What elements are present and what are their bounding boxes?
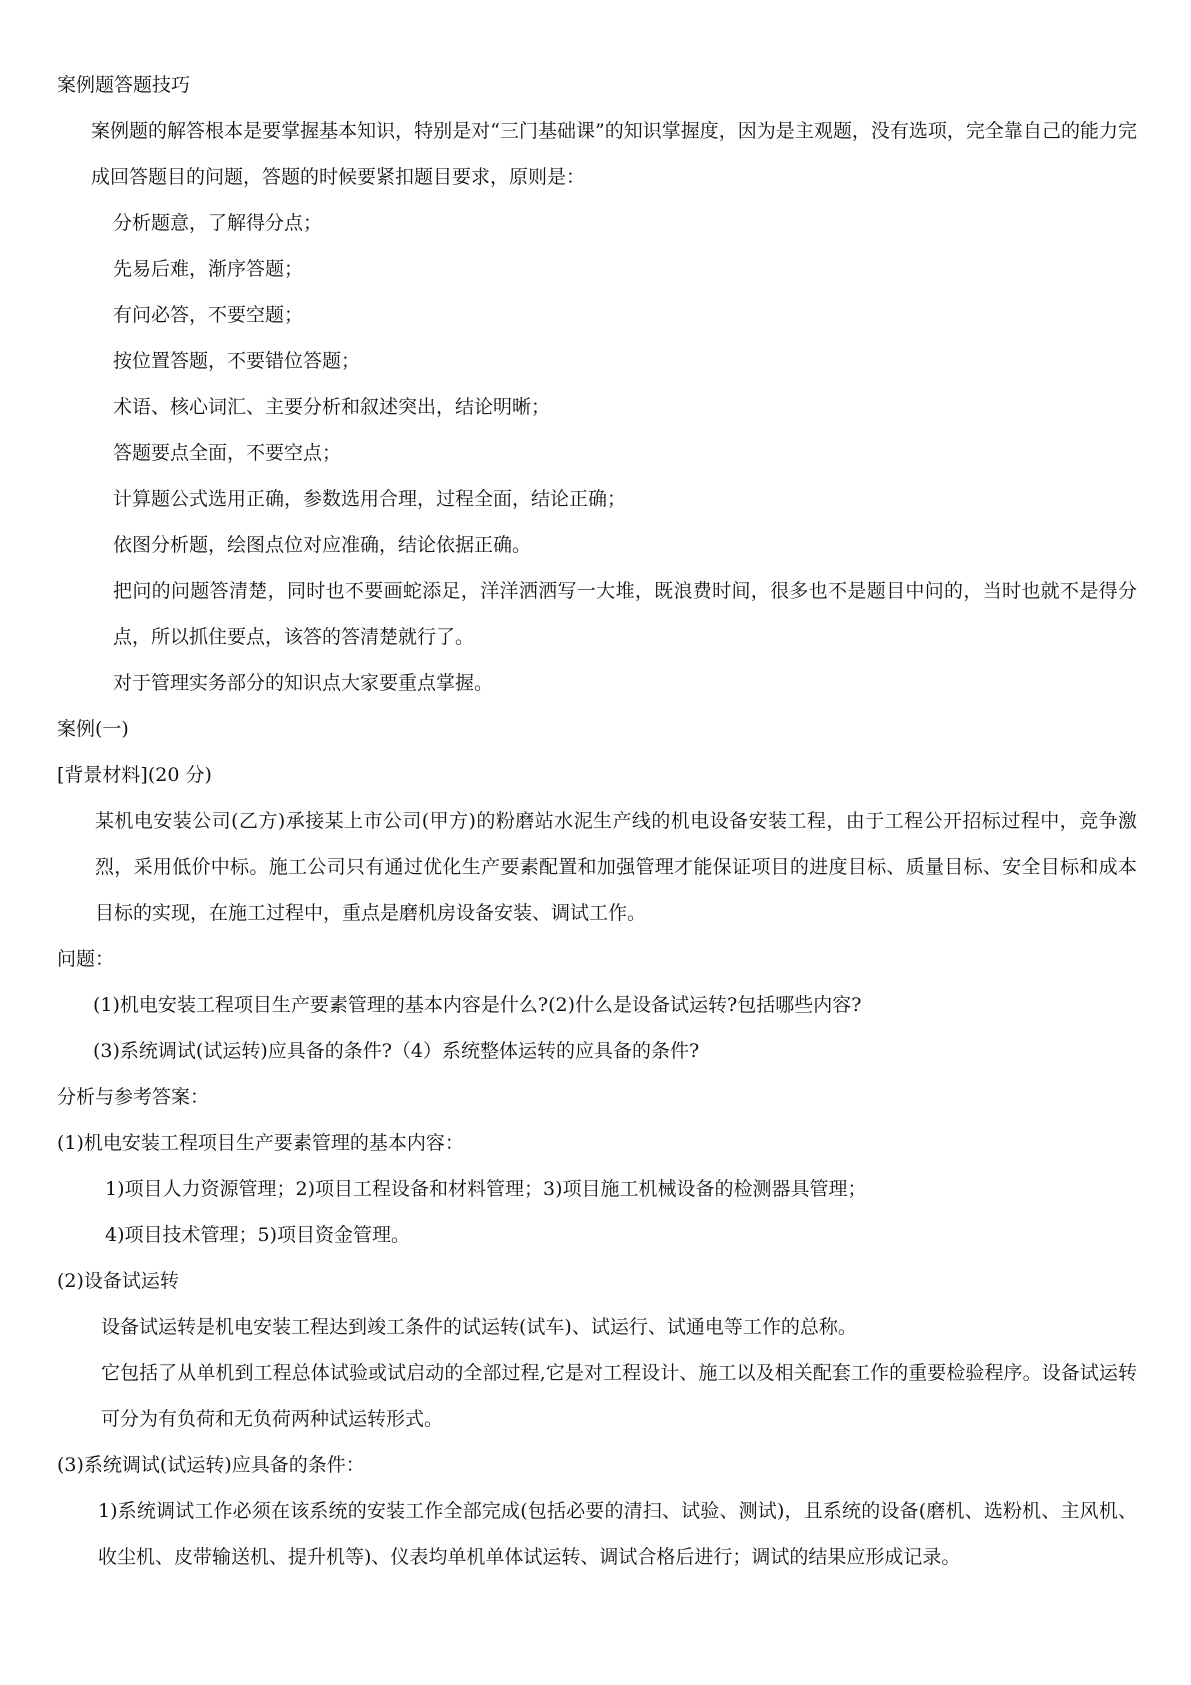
doc-title: 案例题答题技巧 — [57, 74, 191, 96]
answer-1-heading: (1)机电安装工程项目生产要素管理的基本内容： — [57, 1132, 464, 1154]
case1-heading: 案例(一) — [57, 718, 129, 740]
answer-3-heading: (3)系统调试(试运转)应具备的条件： — [57, 1454, 365, 1476]
answer-2-line-1: 设备试运转是机电安装工程达到竣工条件的试运转(试车)、试运行、试通电等工作的总称。 — [101, 1316, 857, 1338]
principle-3: 有问必答，不要空题； — [113, 304, 304, 326]
principle-5: 术语、核心词汇、主要分析和叙述突出，结论明晰； — [113, 396, 551, 418]
focus-line: 对于管理实务部分的知识点大家要重点掌握。 — [113, 672, 494, 694]
advice-paragraph: 把问的问题答清楚，同时也不要画蛇添足，洋洋洒洒写一大堆，既浪费时间，很多也不是题目中问的，当时也就不是得分点，所以抓住要点，该答的答清楚就行了。 — [113, 580, 1137, 648]
case1-background-label: [背景材料](20 分) — [57, 764, 212, 786]
case1-background: 某机电安装公司(乙方)承接某上市公司(甲方)的粉磨站水泥生产线的机电设备安装工程，由于工程公开招标过程中，竞争激烈，采用低价中标。施工公司只有通过优化生产要素配置和加强管理才能保证项目的进度目标、质量目标、安全目标和成本目标的实现，在施工过程中，重点是磨机房设备安装、调试工作。 — [95, 810, 1137, 924]
case1-question-line-1: (1)机电安装工程项目生产要素管理的基本内容是什么?(2)什么是设备试运转?包括哪些内容? — [93, 994, 862, 1016]
intro-paragraph: 案例题的解答根本是要掌握基本知识，特别是对“三门基础课”的知识掌握度，因为是主观题，没有选项，完全靠自己的能力完成回答题目的问题，答题的时候要紧扣题目要求，原则是： — [91, 120, 1137, 188]
principle-4: 按位置答题，不要错位答题； — [113, 350, 361, 372]
principle-2: 先易后难，渐序答题； — [113, 258, 304, 280]
case1-answers-label: 分析与参考答案： — [57, 1086, 210, 1108]
answer-3-paragraph: 1)系统调试工作必须在该系统的安装工作全部完成(包括必要的清扫、试验、测试)，且系统的设备(磨机、选粉机、主风机、收尘机、皮带输送机、提升机等)、仪表均单机单体试运转、调试合格后进行；调试的结果应形成记录。 — [98, 1500, 1137, 1568]
principle-1: 分析题意，了解得分点； — [113, 212, 323, 234]
answer-2-heading: (2)设备试运转 — [57, 1270, 179, 1292]
answer-2-paragraph: 它包括了从单机到工程总体试验或试启动的全部过程,它是对工程设计、施工以及相关配套工作的重要检验程序。设备试运转可分为有负荷和无负荷两种试运转形式。 — [101, 1362, 1137, 1430]
document-page — [57, 62, 1137, 1580]
answer-1-line-1: 1)项目人力资源管理；2)项目工程设备和材料管理；3)项目施工机械设备的检测器具管理； — [105, 1178, 867, 1200]
answer-1-line-2: 4)项目技术管理；5)项目资金管理。 — [105, 1224, 411, 1246]
principle-6: 答题要点全面，不要空点； — [113, 442, 342, 464]
case1-question-line-2: (3)系统调试(试运转)应具备的条件?（4）系统整体运转的应具备的条件? — [93, 1040, 700, 1062]
case1-questions-label: 问题： — [57, 948, 115, 970]
principle-8: 依图分析题，绘图点位对应准确，结论依据正确。 — [113, 534, 532, 556]
principle-7: 计算题公式选用正确，参数选用合理，过程全面，结论正确； — [113, 488, 627, 510]
